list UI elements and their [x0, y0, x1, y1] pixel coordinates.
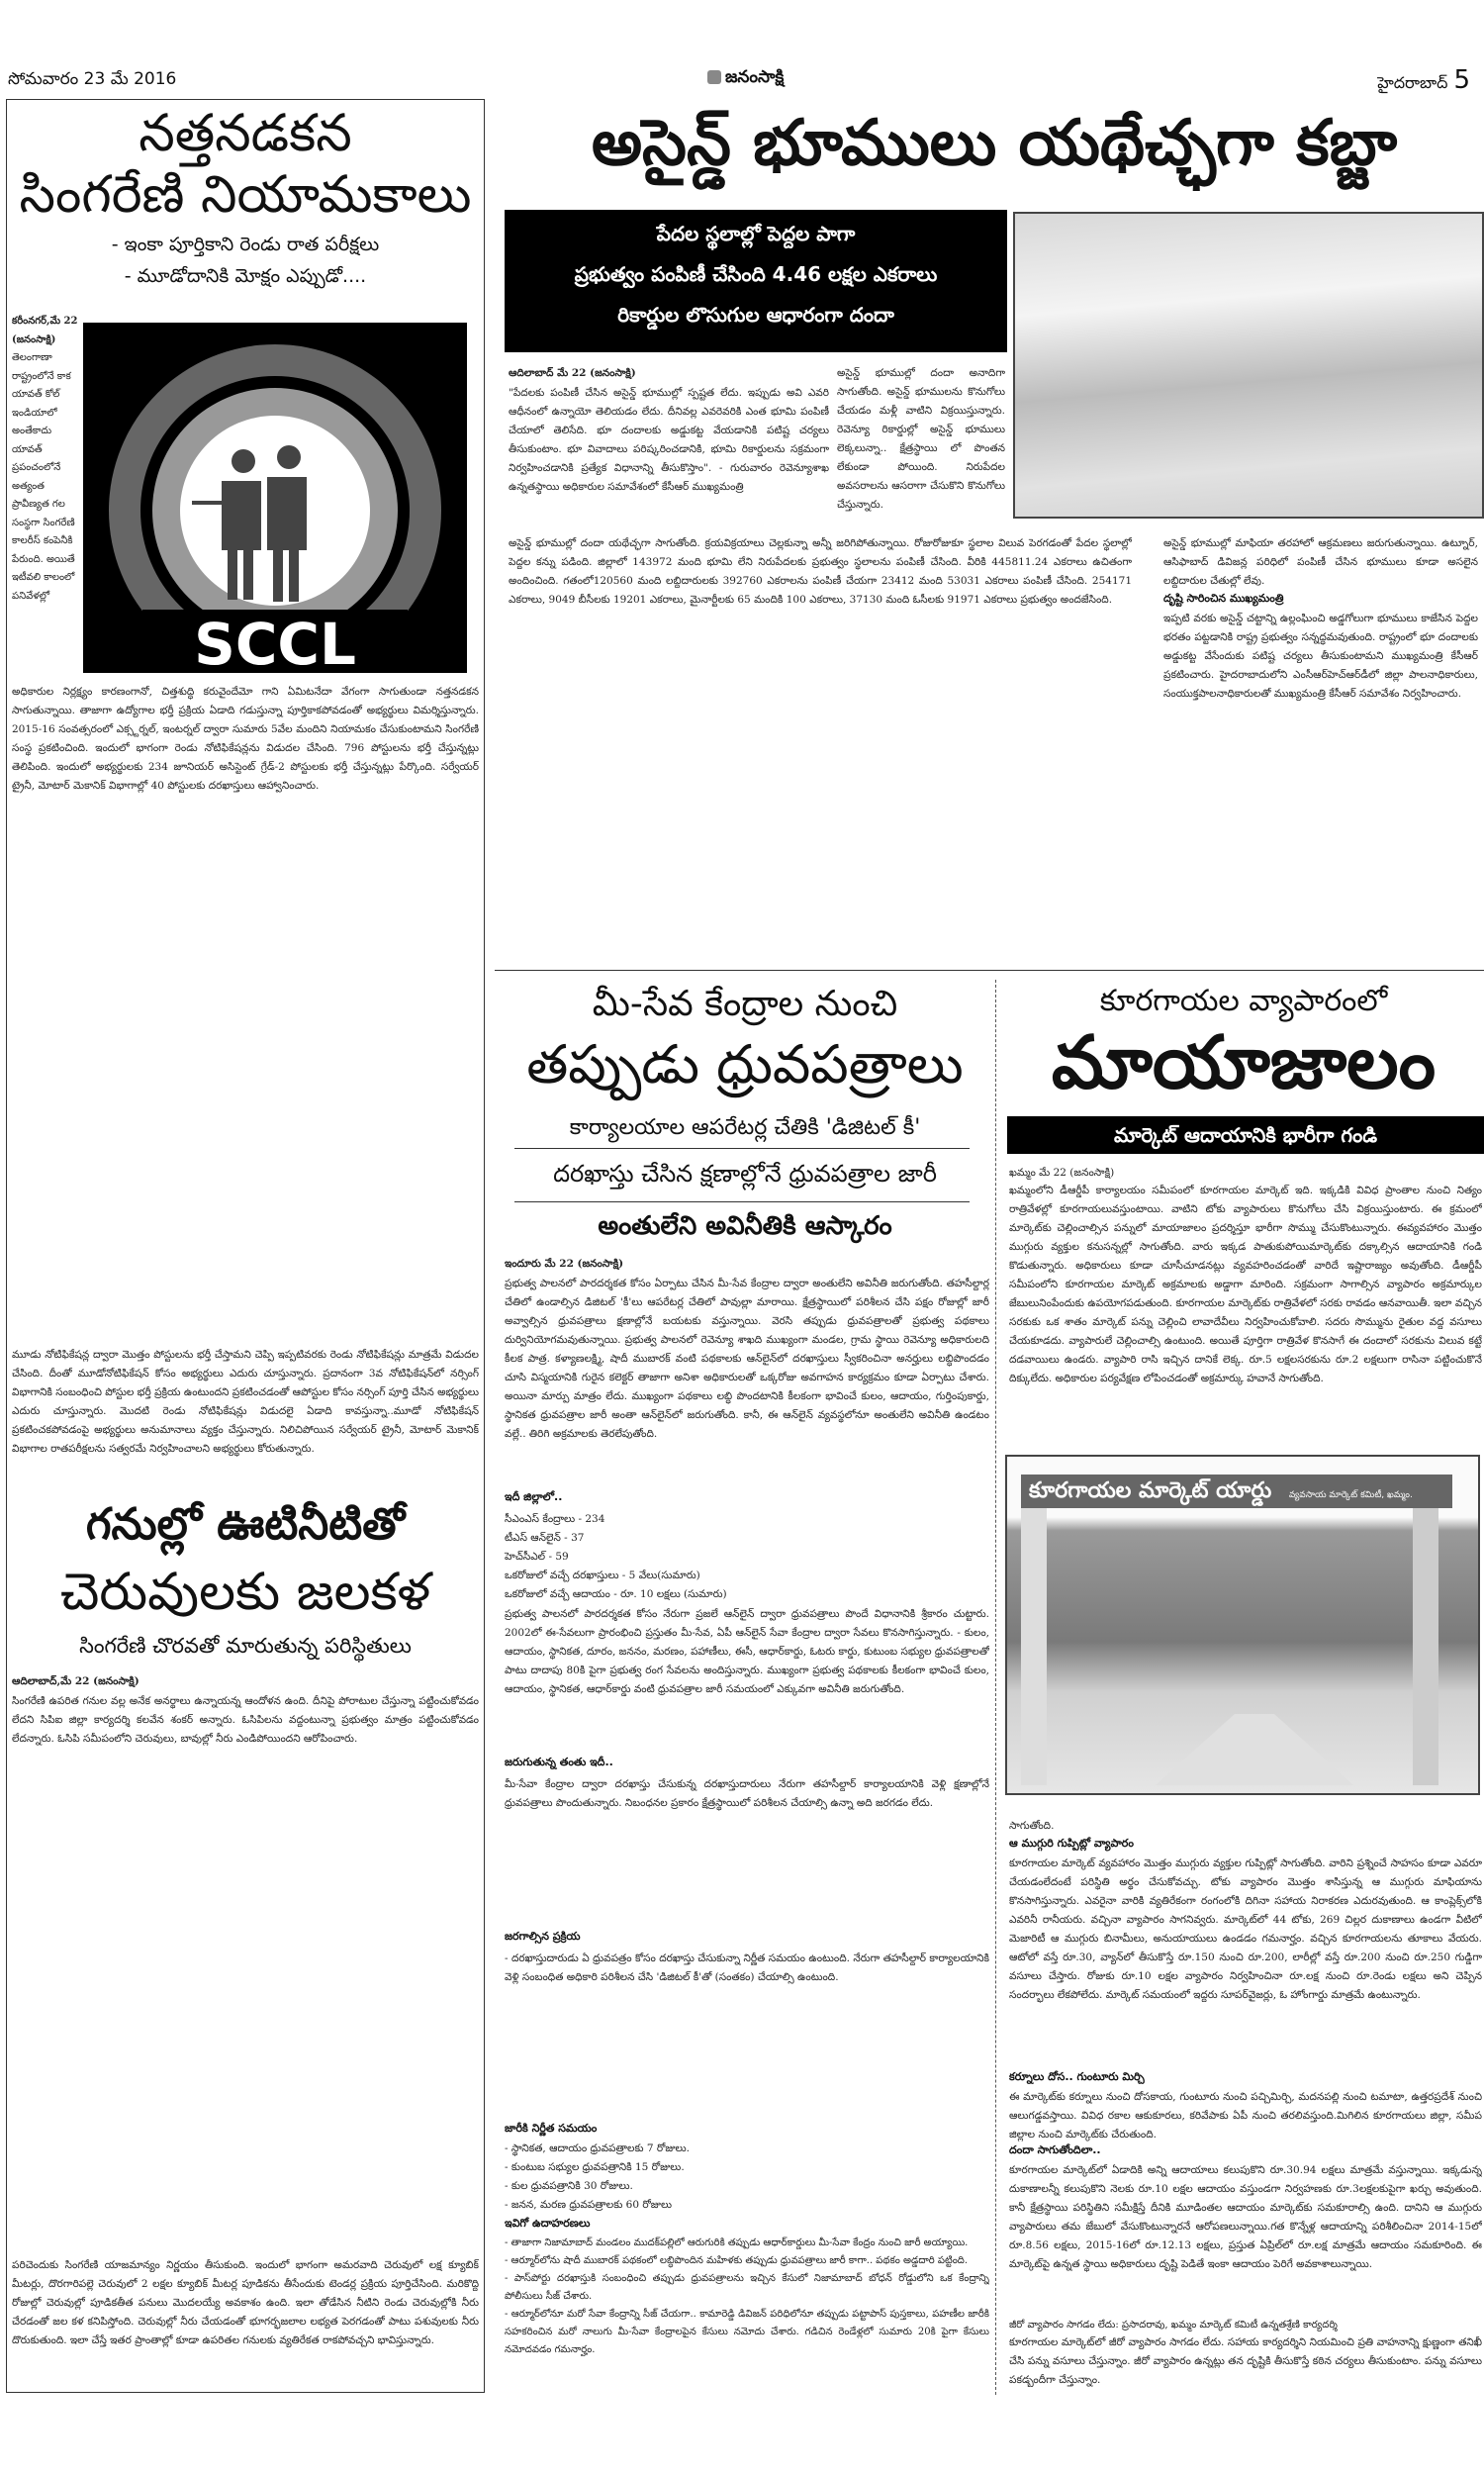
- sign-text: కూరగాయల మార్కెట్ యార్డు: [1029, 1478, 1272, 1503]
- timeline-item: - జనన, మరణ ధ్రువపత్రాలకు 60 రోజులు: [505, 2199, 673, 2211]
- sign-subtext: వ్యవసాయ మార్కెట్ కమిటీ, ఖమ్మం.: [1288, 1490, 1413, 1500]
- dateline-text: ఖమ్మం మే 22 (జనంసాక్షి): [1009, 1167, 1115, 1179]
- stat-item: హెచ్‌సీఎల్ - 59: [505, 1551, 569, 1563]
- stat-item: ఒకరోజులో వచ్చే ఆదాయం - రూ. 10 లక్షలు (సుమారు): [505, 1588, 727, 1600]
- market-deck: మార్కెట్ ఆదాయానికి భారీగా గండి: [1113, 1123, 1378, 1147]
- market-dateline: [1009, 1164, 1482, 1183]
- mines-dateline: [12, 1672, 479, 1691]
- section-divider: [495, 970, 1484, 971]
- lead-col1: "పేదలకు పంపిణీ చేసిన అసైన్డ్ భూముల్లో స్పష్టత లేదు. ఇప్పుడు అవి ఎవరి ఆధీనంలో ఉన్నాయో తెలియడం లేదు. దీనివల్ల ఎవరెవరికి ఎంత భూమి పంపిణీ చేయాలో తెలిసేది. భూ దందాలకు అడ్డుకట్ట వేయడానికి పటిష్ట చర్యలు తీసుకుంటాం. భూ వివాదాలు పరిష్కరించడానికి, భూమి రికార్డులను సక్రమంగా నిర్వహించడానికి ప్రత్యేక విధానాన్ని తీసుకొస్తాం". - గురువారం రెవెన్యూశాఖ ఉన్నతస్థాయి అధికారుల సమావేశంలో కేసీఆర్ ముఖ్యమంత్రి: [509, 387, 829, 493]
- district-stats: [505, 1510, 989, 1604]
- timeline-item: - కుల ధ్రువపత్రానికి 30 రోజులు.: [505, 2180, 633, 2192]
- timeline-item: - కుంటుబ సభ్యుల ధ్రువపత్రానికి 15 రోజులు.: [505, 2161, 685, 2173]
- masthead: [0, 65, 1484, 95]
- market-body: ఖమ్మంలోని డీఆర్డీపీ కార్యాలయం సమీపంలో కూరగాయల మార్కెట్ ఇది. ఇక్కడికి వివిధ ప్రాంతాల నుంచి నిత్యం రాత్రివేళల్లో కూరగాయలువస్తుంటాయి. వాటిని టోకు వ్యాపారులు కొనుగోలు చేసి విక్రయిస్తుంటారు. ఈ క్రమంలో మార్కెట్‌కు చెల్లించాల్సిన పన్నులో మాయాజాలం ప్రదర్శిస్తూ భారీగా సొమ్ము చేసుకొంటున్నారు. ఈవ్యవహారం మొత్తం ముగ్గురు వ్యక్తుల కనుసన్నల్లో సాగుతోంది. వారు ఇక్కడ పాతుకుపోయిమార్కెట్‌కు దక్కాల్సిన ఆదాయానికి గండి కొడుతున్నారు. అధికారులు కూడా చూసీచూడనట్లు వ్యవహరించడంతో వారిదే ఇష్టారాజ్యం అవుతోంది. డీఆర్డీపీ సమీపంలోని కూరగాయల మార్కెట్ అక్రమాలకు అడ్డాగా మారింది. సక్రమంగా సాగాల్సిన వ్యాపారం అక్రమార్కుల జేబులునింపేందుకు ఉపయోగపడుతుంది. కూరగాయల మార్కెట్‌కు రాత్రివేళలో సరకు రావడం ఆనవాయితీ. ఇలా వచ్చిన సరకుకు ఒక శాతం మార్కెట్ పన్ను చెల్లించి లావాదేవీలు నిర్వహించుకోవాలి. సదరు సొమ్మును రైతుల వద్ద వసూలు చేయకూడదు. వ్యాపారులే చెల్లించాల్సి ఉంటుంది. అయితే పూర్తిగా రాత్రివేళ కొనసాగే ఈ దందాలో సరకును విలువ కట్టే దడవాయిలు ఉండరు. వ్యాపారి రాసి ఇచ్చిన దానికే లెక్క. రూ.5 లక్షలసరకును రూ.2 లక్షలుగా రాసినా పట్టించుకొనే దిక్కులేదు. అధికారుల పర్యవేక్షణ లోపించడంతో అక్రమార్కు హవానే సాగుతోంది.: [1009, 1185, 1482, 1384]
- singareni-sidebar-text: [12, 313, 79, 606]
- stat-item: ఒకరోజులో వచ్చే దరఖాస్తులు - 5 వేలు(సుమారు): [505, 1570, 700, 1581]
- sccl-acronym: SCCL: [194, 611, 356, 673]
- market-deck-box: [1007, 1116, 1484, 1154]
- stat-item: టీఎస్ ఆన్‌లైన్ - 37: [505, 1532, 585, 1544]
- example-item: - పాస్‌పోర్టు దరఖాస్తుకి సంబంధించి తప్పుడు ధ్రువపత్రాలను ఇచ్చిన కేసులో నిజామాబాద్ బోధన్ రోడ్డులోని ఒక కేంద్రాన్ని పోలీసులు సీజ్ చేశారు.: [505, 2273, 989, 2302]
- district-heading: ఇదీ జిల్లాలో..: [505, 1490, 563, 1503]
- mines-deck: సింగరేణి చొరవతో మారుతున్న పరిస్థితులు: [79, 1634, 412, 1658]
- timeline-list: [505, 2140, 989, 2215]
- meeseva-dateline: [505, 1255, 989, 1274]
- sccl-emblem-icon: [83, 323, 467, 673]
- page-number: 5: [1453, 65, 1470, 95]
- issue-date: సోమవారం 23 మే 2016: [8, 69, 177, 89]
- lead-col2: అసైన్డ్ భూముల్లో దందా అనాదిగా సాగుతోంది. అసైన్డ్ భూములను కొనుగోలు చేయడం మళ్లీ వాటిని విక్రయిస్తున్నారు. రెవెన్యూ రికార్డుల్లో అసైన్డ్ భూములు లెక్కలున్నా.. క్షేత్రస్థాయి లో పొంతన లేకుండా పోయింది. నిరుపేదల అవసరాలను ఆసరాగా చేసుకొని కొనుగోలు చేస్తున్నారు.: [837, 367, 1005, 511]
- dateline: కరీంనగర్,మే 22 (జనంసాక్షి): [12, 316, 78, 345]
- market-sub3-body: కూరగాయల మార్కెట్‌లో ఏడాదికి అన్ని ఆదాయాలు కలుపుకొని రూ.30.94 లక్షలు మాత్రమే వస్తున్నాయి. ఇక్కడున్న దుకాణాలన్నీ కలుపుకొని నెలకు రూ.10 లక్షల ఆదాయం వస్తుండగా నిర్వహణకు రూ.3లక్షలకుపైగా ఖర్చు అవుతుంది. కానీ క్షేత్రస్థాయి పరిస్థితిని సమీక్షిస్తే దీనికి మూడింతల ఆదాయం మార్కెట్‌కు సమకూరాల్సి ఉంది. దానిని ఆ ముగ్గురు వ్యాపారులు తమ జేబులో వేసుకొంటున్నారనే ఆరోపణలున్నాయి.గత కొన్నేళ్ల ఆదాయాన్ని పరిశీలించినా 2014-15లో రూ.8.56 లక్షలు, 2015-16లో రూ.12.13 లక్షలు, ప్రస్తుత ఏప్రిల్‌లో రూ.లక్ష మాత్రమే ఆదాయం సమకూరింది. ఈ మార్కెట్‌పై ఉన్నత స్థాయి అధికారులు దృష్టి పెడితే ఇంకా ఆదాయం పెరిగే అవకాశాలున్నాయి.: [1009, 2164, 1482, 2270]
- market-sub2: కర్నూలు దోస.. గుంటూరు మిర్చి: [1009, 2070, 1145, 2083]
- meeseva-kicker: మీ-సేవ కేంద్రాల నుంచి: [592, 984, 898, 1024]
- stat-item: సీఎంఎస్ కేంద్రాలు - 234: [505, 1513, 605, 1525]
- city-name: హైదరాబాద్: [1377, 73, 1448, 92]
- deck-rule-2: [514, 1201, 970, 1202]
- lead-headline: అసైన్డ్ భూములు యథేచ్ఛగా కబ్జా: [591, 107, 1398, 180]
- edition-city: [1377, 65, 1470, 96]
- process-body: - దరఖాస్తుదారుడు ఏ ధ్రువపత్రం కోసం దరఖాస్తు చేసుకున్నా నిర్ణీత సమయం ఉంటుంది. నేరుగా తహసీల్దార్ కార్యాలయానికి వెళ్లి సంబంధిత అధికారి పరిశీలన చేసి 'డిజిటల్ కీ'తో (సంతకం) చేయాల్సి ఉంటుంది.: [505, 1952, 989, 1983]
- mines-closing: పరిచెందుకు సింగరేణి యాజమాన్యం నిర్ణయం తీసుకుంది. ఇందులో భాగంగా అమరవాది చెరువులో లక్ష క్యూబిక్ మీటర్లు, దొరగారిపల్లె చెరువులో 2 లక్షల క్యూబిక్ మీటర్ల పూడికను తీసేందుకు టెండర్ల ప్రక్రియ పూర్తిచేసింది. మరికొద్ది రోజుల్లో చెరువుల్లో పూడికతీత పనులు మొదలయ్యే అవకాశం ఉంది. ఇలా తోడేసిన నీటిని రెండు చెరువుల్లోకి నీరు చేరడంతో జల కళ కనిపిస్తోంది. చెరువుల్లో నీరు చేయడంతో భూగర్భజలాల లభ్యత పెరగడంతో పాటు పశువులకు నీరు దొరుకుతుంది. ఇలా చేస్తే ఇతర ప్రాంతాల్లో కూడా ఉపరితల గనులకు వ్యతిరేకత రాకపోవచ్చని భావిస్తున్నారు.: [12, 2259, 479, 2346]
- singareni-deck-1: - ఇంకా పూర్తికాని రెండు రాత పరీక్షలు: [111, 234, 380, 255]
- mines-headline-line1: గనుల్లో ఊటినీటితో: [85, 1499, 406, 1550]
- lead-dateline: [509, 364, 829, 383]
- gate-pillar-right: [1413, 1508, 1438, 1785]
- dateline-text: ఆదిలాబాద్ మే 22 (జనంసాక్షి): [509, 367, 636, 379]
- road: [1156, 1714, 1353, 1785]
- market-sign: [1021, 1475, 1452, 1508]
- meeseva-headline: తప్పుడు ధ్రువపత్రాలు: [526, 1033, 964, 1095]
- singareni-closing: మూడు నోటిఫికేషన్ల ద్వారా మొత్తం పోస్టులను భర్తీ చేస్తామని చెప్పి ఇప్పటివరకు రెండు నోటిఫికేషన్లు మాత్రమే విడుదల చేసింది. దీంతో మూడోనోటిఫికేషన్ కోసం అభ్యర్థులు ఎదురు చూస్తున్నారు. ప్రదానంగా 3వ నోటిఫికేషన్‌లో నర్సింగ్ విభాగానికి సంబంధించి పోస్టుల భర్తీ ప్రక్రియ ఉంటుందని ప్రకటించడంతో ఆపోస్టుల కోసం నర్సింగ్ పూర్తి చేసిన అభ్యర్థులు ఎదురు చూస్తున్నారు. మొదటి రెండు నోటిఫికేషన్లు విడుదలై ఏడాది కావస్తున్నా..మూడో నోటిఫికేషన్ ప్రకటించకపోవడంపై అభ్యర్థులు అనుమానాలు వ్యక్తం చేస్తున్నారు. నిలిచిపోయిన సర్వేయర్ ట్రైనీ, మోటార్ మెకానిక్ విభాగాల రాతపరీక్షలను సత్వరమే నిర్వహించాలని అభ్యర్థులు కోరుతున్నారు.: [12, 1349, 479, 1455]
- market-kicker: కూరగాయల వ్యాపారంలో: [1099, 984, 1388, 1018]
- lead-deck-line-1: పేదల స్థలాల్లో పెద్దల పాగా: [656, 222, 856, 245]
- dateline-text: ఇందూరు మే 22 (జనంసాక్షి): [505, 1258, 624, 1270]
- market-continued: సాగుతోంది.: [1009, 1820, 1055, 1832]
- meeseva-deck-1: కార్యాలయాల ఆపరేటర్ల చేతికి 'డిజిటల్ కీ': [569, 1115, 921, 1140]
- meeseva-deck-2: దరఖాస్తు చేసిన క్షణాల్లోనే ధ్రువపత్రాల జారీ: [553, 1160, 937, 1188]
- singareni-body: అధికారుల నిర్లక్ష్యం కారణంగానో, చిత్తశుద్ధి కరువైందేమో గాని ఏమిటనేదా వేగంగా సాగుతుండా నత్తనడకన సాగుతున్నాయి. తాజాగా ఉద్యోగాల భర్తీ ప్రక్రియ ఏడాది గడుస్తున్నా పూర్తికాకపోవడంతో అభ్యర్థులు విమర్శిస్తున్నారు. 2015-16 సంవత్సరంలో ఎక్స్టర్నల్, ఇంటర్నల్ ద్వారా సుమారు 5వేల మందిని నియామకం చేసుకుంటామని సింగరేణి సంస్థ ప్రకటించింది. ఇందులో భాగంగా రెండు నోటిఫికేషన్లను విడుదల చేసింది. 796 పోస్టులను భర్తీ చేస్తున్నట్లు తెలిపింది. ఇందులో అభ్యర్థులకు 234 జూనియర్ అసిస్టెంట్ గ్రేడ్-2 పోస్టులకు భర్తీ చేస్తున్నట్లు పేర్కొంది. సర్వేయర్ ట్రైనీ, మోటార్ మెకానిక్ విభాగాల్లో 40 పోస్టులకు దరఖాస్తులు ఆహ్వానించారు.: [12, 686, 479, 792]
- sccl-logo: [83, 323, 467, 673]
- mines-headline-line2: చెరువులకు జలకళ: [59, 1563, 431, 1622]
- newspaper-brand: [707, 67, 784, 91]
- lead-deck-line-3: రికార్డుల లొసుగుల ఆధారంగా దందా: [617, 303, 894, 327]
- gate-pillar-left: [1021, 1508, 1047, 1785]
- column-divider: [995, 980, 996, 2395]
- lead-subhead: దృష్టి సారించిన ముఖ్యమంత్రి: [1163, 592, 1284, 605]
- deck-rule: [514, 1148, 970, 1149]
- example-item: - తాజాగా నిజామాబాద్ మండలం ముదక్‌పల్లిలో ఆరుగురికి తప్పుడు ఆధార్‌కార్డులు మీ-సేవా కేంద్రం నుంచి జారీ అయ్యాయి.: [505, 2237, 969, 2248]
- lead-body: అసైన్డ్ భూముల్లో దందా యథేచ్ఛగా సాగుతోంది. క్రయవిక్రయాలు చెల్లకున్నా అన్నీ జరిగిపోతున్నాయి. రోజురోజుకూ స్థలాల విలువ పెరగడంతో పేదల స్థలాల్లో పెద్దల కన్ను పడింది. జిల్లాలో 143972 మంది భూమి లేని నిరుపేదలకు ప్రభుత్వం స్థలాలను పంపిణీ చేసింది. వీరికి 445811.24 ఎకరాలు ఉచితంగా అందించింది. గతంలో120560 మంది లబ్దిదారులకు 392760 ఎకరాలను పంపిణీ చేయగా 23412 మంది 53031 ఎకరాలు పంపిణీ చేసింది. 254171 ఎకరాలు, 9049 బీసీలకు 19201 ఎకరాలు, మైనార్టీలకు 65 మందికి 100 ఎకరాలు, 37130 మంది ఓసీలకు 91971 ఎకరాలు ప్రభుత్వం అందజేసింది.: [509, 537, 1132, 606]
- lead-right-top: అసైన్డ్ భూముల్లో మాఫియా తరహాలో ఆక్రమణలు జరుగుతున్నాయి. ఉట్నూర్, ఆసిఫాబాద్ డివిజన్ల పరిధిలో పంపిణీ చేసిన భూములు కూడా అసలైన లబ్దిదారుల చేతుల్లో లేవు.: [1163, 537, 1478, 587]
- examples-list: [505, 2235, 989, 2393]
- example-item: - ఆర్మూర్‌లోనూ మరో సేవా కేంద్రాన్ని సీజ్ చేయగా.. కామారెడ్డి డివిజన్ పరిధిలోనూ తప్పుడు పట్టాపాస్ పుస్తకాలు, పహణీల జారీకి సహకరించిన మరో నాలుగు మీ-సేవా కేంద్రాలపైన కేసులు నమోదు చేశారు. గడిచిన రెండేళ్లలో సుమారు 20కి పైగా కేసులు నమోదవడం గమనార్హం.: [505, 2309, 989, 2355]
- timeline-item: - స్థానికత, ఆదాయం ధ్రువపత్రాలకు 7 రోజులు.: [505, 2142, 690, 2154]
- brand-logo-icon: [707, 70, 721, 84]
- market-sub2-body: ఈ మార్కెట్‌కు కర్నూలు నుంచి దోసకాయ, గుంటూరు నుంచి పచ్చిమిర్చి, మదనపల్లి నుంచి టమాటా, ఉత్తరప్రదేశ్ నుంచి ఆలుగడ్డవస్తాయి. వివిధ రకాల ఆకుకూరలు, కరివేపాకు ఏపీ నుంచి తరలివస్తుంది.మిగిలిన కూరగాయలు జిల్లా, సమీప జిల్లాల నుంచి మార్కెట్‌కు చేరుతుంది.: [1009, 2091, 1482, 2141]
- example-item: - ఆర్మూర్‌లోను షాదీ ముబారక్ పథకంలో లబ్ధిపొందిన మహిళకు తప్పుడు ధ్రువపత్రాలు జారీ కాగా.. పథకం అడ్డదారి పట్టింది.: [505, 2255, 968, 2266]
- lead-deck-box: [505, 210, 1007, 352]
- market-quote-body: కూరగాయల మార్కెట్‌లో జీరో వ్యాపారం సాగడం లేదు. సహాయ కార్యదర్శిని నియమించి ప్రతి వాహనాన్ని క్షుణ్ణంగా తనిఖీ చేసి పన్ను వసూలు చేస్తున్నాం. జీరో వ్యాపారం ఉన్నట్లు తన దృష్టికి తీసుకొస్తే కఠిన చర్యలు తీసుకుంటాం. పన్ను వసూలు పకడ్బందీగా చేస్తున్నాం.: [1009, 2336, 1482, 2386]
- singareni-headline-line2: సింగరేణి నియామకాలు: [19, 165, 472, 225]
- tantu-heading: జరుగుతున్న తంతు ఇదీ..: [505, 1756, 613, 1768]
- market-quote-head: జీరో వ్యాపారం సాగడం లేదు: ప్రసాదరావు, ఖమ్మం మార్కెట్ కమిటీ ఉన్నతశ్రేణి కార్యదర్శి: [1009, 2320, 1338, 2331]
- market-sub1: ఆ ముగ్గురి గుప్పిట్లో వ్యాపారం: [1009, 1837, 1134, 1850]
- market-sub3: దందా సాగుతోందిలా..: [1009, 2143, 1101, 2156]
- barren-land-photo: [1013, 212, 1484, 519]
- market-yard-photo: [1005, 1455, 1480, 1795]
- meeseva-deck-3: అంతులేని అవినీతికి ఆస్కారం: [598, 1211, 892, 1241]
- meeseva-body: ప్రభుత్వ పాలనలో పారదర్శకత కోసం ఏర్పాటు చేసిన మీ-సేవ కేంద్రాల ద్వారా అంతులేని అవినీతి జరుగుతోంది. తహసీల్దార్ల చేతిలో ఉండాల్సిన డిజిటల్ 'కీ'లు ఆపరేటర్ల చేతిలో పావుల్లా మారాయి. క్షేత్రస్థాయిలో పరిశీలన చేసి పక్షం రోజుల్లో జారీ అవ్వాల్సిన ధ్రువపత్రాలు క్షణాల్లోనే బయటకు వస్తున్నాయి. వెరసి తప్పుడు ధ్రువపత్రాలతో ప్రభుత్వ పథకాలు దుర్వినియోగమవుతున్నాయి. ప్రభుత్వ పాలనలో రెవెన్యూ శాఖది ముఖ్యంగా మండల, గ్రామ స్థాయి రెవెన్యూ అధికారులది కీలక పాత్ర. కళ్యాణలక్ష్మి, షాదీ ముబారక్ వంటి పథకాలకు ఆన్‌లైన్‌లో దరఖాస్తులు స్వీకరించినా అనర్హులు లబ్ధిపొందడం చూసి విస్మయానికి గురైన కలెక్టర్ తాజాగా అనిశా అధికారులతో ఒక్కరోజు అవగాహన కార్యక్రమం కూడా ఏర్పాటు చేశారు. అయినా మార్పు మాత్రం లేదు. ముఖ్యంగా పథకాలు లబ్ధి పొందటానికి కీలకంగా భావించే కులం, ఆదాయం, గుర్తింపుకార్డు, స్థానికత ధ్రువపత్రాల జారీ అంతా ఆన్‌లైన్‌లో జరుగుతోంది. కానీ, ఈ ఆన్‌లైన్ వ్యవస్థలోనూ అంతులేని అవినీతి ఉండటం వల్లే.. తిరిగి అక్రమాలకు తెరలేపుతోంది.: [505, 1278, 989, 1440]
- singareni-deck-2: - మూడోదానికి మోక్షం ఎప్పుడో....: [124, 265, 367, 287]
- examples-heading: ఇవిగో ఉదాహరణలు: [505, 2217, 591, 2230]
- brand-name: జనంసాక్షి: [725, 67, 785, 87]
- side-paragraph: తెలంగాణా రాష్ట్రంలోనే కాక యావత్ కోల్ ఇండియాలో అంతేకాదు యావత్ ప్రపంచంలోనే అత్యంత ప్రావీణ్యత గల సంస్థగా సింగరేణి కాలరీస్ కంపెనీకి పేరుంది. అయితే ఇటీవలి కాలంలో పనివేళల్లో: [12, 352, 75, 602]
- process-heading: జరగాల్సిన ప్రక్రియ: [505, 1930, 581, 1943]
- tantu-body: మీ-సేవా కేంద్రాల ద్వారా దరఖాస్తు చేసుకున్న దరఖాస్తుదారులు నేరుగా తహసీల్దార్ కార్యాలయానికి వెళ్లి క్షణాల్లోనే ధ్రువపత్రాలు పొందుతున్నారు. నిబంధనల ప్రకారం క్షేత్రస్థాయిలో పరిశీలన చేయాల్సి ఉన్నా అది జరగడం లేదు.: [505, 1778, 989, 1809]
- mines-body: సింగరేణి ఉపరిత గనుల వల్ల అనేక అనర్థాలు ఉన్నాయన్న ఆందోళన ఉంది. దీనిపై పోరాటుల చేస్తున్నా పట్టించుకోవడం లేదని సిపిఐ జిల్లా కార్యదర్శి కలవేన శంకర్ అన్నారు. ఓసిపిలను వద్దంటున్నా ప్రభుత్వం మాత్రం పట్టించుకోవడం లేదన్నారు. ఓసిపి సమీపంలోని చెరువులు, బావుల్లో నీరు ఎండిపోయిందని ఆరోపించారు.: [12, 1695, 479, 1745]
- singareni-headline-line1: నత్తనడకన: [139, 104, 352, 163]
- timeline-heading: జారీకి నిర్ణీత సమయం: [505, 2122, 598, 2135]
- dateline-text: ఆదిలాబాద్,మే 22 (జనంసాక్షి): [12, 1675, 139, 1687]
- market-headline: మాయాజాలం: [1051, 1020, 1437, 1105]
- district-body: ప్రభుత్వ పాలనలో పారదర్శకత కోసం నేరుగా ప్రజలే ఆన్‌లైన్ ద్వారా ధ్రువపత్రాలు పొందే విధానానికి శ్రీకారం చుట్టారు. 2002లో ఈ-సేవలుగా ప్రారంభించి ప్రస్తుతం మీ-సేవ, ఏపీ ఆన్‌లైన్ సేవా కేంద్రాల ద్వారా సేవలు కొనసాగిస్తున్నారు. - కులం, ఆదాయం, స్థానికత, దూరం, జననం, మరణం, పహాణీలు, ఈసీ, ఆధార్‌కార్డు, ఓటరు కార్డు, కుటుంబ సభ్యుల ధ్రువపత్రాలతో పాటు దాదాపు 80కి పైగా ప్రభుత్వ రంగ సేవలను అందిస్తున్నారు. ముఖ్యంగా ప్రభుత్వ పథకాలకు కీలకంగా భావించే కులం, ఆదాయం, స్థానికత, ఆధార్‌కార్డు వంటి ధ్రువపత్రాల జారీ సమయంలో ఎక్కువగా అవినీతి జరుగుతోంది.: [505, 1608, 989, 1695]
- market-sub1-body: కూరగాయల మార్కెట్ వ్యవహారం మొత్తం ముగ్గురు వ్యక్తుల గుప్పిట్లో సాగుతోంది. వారిని ప్రశ్నించే సాహసం కూడా ఎవరూ చేయడంలేదంటే పరిస్థితి అర్థం చేసుకోవచ్చు. టోకు వ్యాపారం మొత్తం శాసిస్తున్న ఆ ముగ్గురు మాఫియాను కొనసాగిస్తున్నారు. ఎవరైనా వారికి వ్యతిరేకంగా రంగంలోకి దిగినా సహాయ నిరాకరణ ఎదురవుతుంది. ఆ కాంప్లెక్స్‌లోకి ఎవరినీ రానీయరు. వచ్చినా వ్యాపారం సాగనివ్వరు. మార్కెట్‌లో 44 టోకు, 269 చిల్లర దుకాణాలు ఉండగా వీటిలో మెజారిటీ ఆ ముగ్గురు బినామీలు, అనుయాయులు ఉండడం గమనార్హం. వచ్చిన కూరగాయలను తూకాలు వేయరు. ఆటోలో వస్తే రూ.30, వ్యాన్‌లో తీసుకొస్తే రూ.150 నుంచి రూ.200, లారీల్లో వస్తే రూ.200 నుంచి రూ.250 గుడ్డిగా వసూలు చేస్తారు. రోజుకు రూ.10 లక్షల వ్యాపారం నిర్వహించినా రూ.లక్ష నుంచి రూ.రెండు లక్షలు అని చెప్పిన సందర్భాలు లేకపోలేదు. మార్కెట్ సమయంలో ఇద్దరు సూపర్‌వైజర్లు, ఓ హోంగార్డు మాత్రమే ఉంటున్నారు.: [1009, 1857, 1482, 2001]
- lead-deck-line-2: ప్రభుత్వం పంపిణీ చేసింది 4.46 లక్షల ఎకరాలు: [574, 262, 938, 286]
- lead-right-body: ఇప్పటి వరకు అసైన్డ్ చట్టాన్ని ఉల్లంఘించి అడ్డగోలుగా భూములు కాజేసిన పెద్దల భరతం పట్టడానికి రాష్ట్ర ప్రభుత్వం సన్నద్ధమవుతుంది. రాష్ట్రంలో భూ దందాలకు అడ్డుకట్ట వేసేందుకు పటిష్ట చర్యలు తీసుకుంటామని ముఖ్యమంత్రి కేసీఆర్ ప్రకటించారు. హైదరాబాదులోని ఎంసీఆర్‌హెచ్‌ఆర్‌డీలో జిల్లా పాలనాధికారులు, సంయుక్తపాలనాధికారులతో ముఖ్యమంత్రి కేసీఆర్ సమావేశం నిర్వహించారు.: [1163, 613, 1478, 700]
